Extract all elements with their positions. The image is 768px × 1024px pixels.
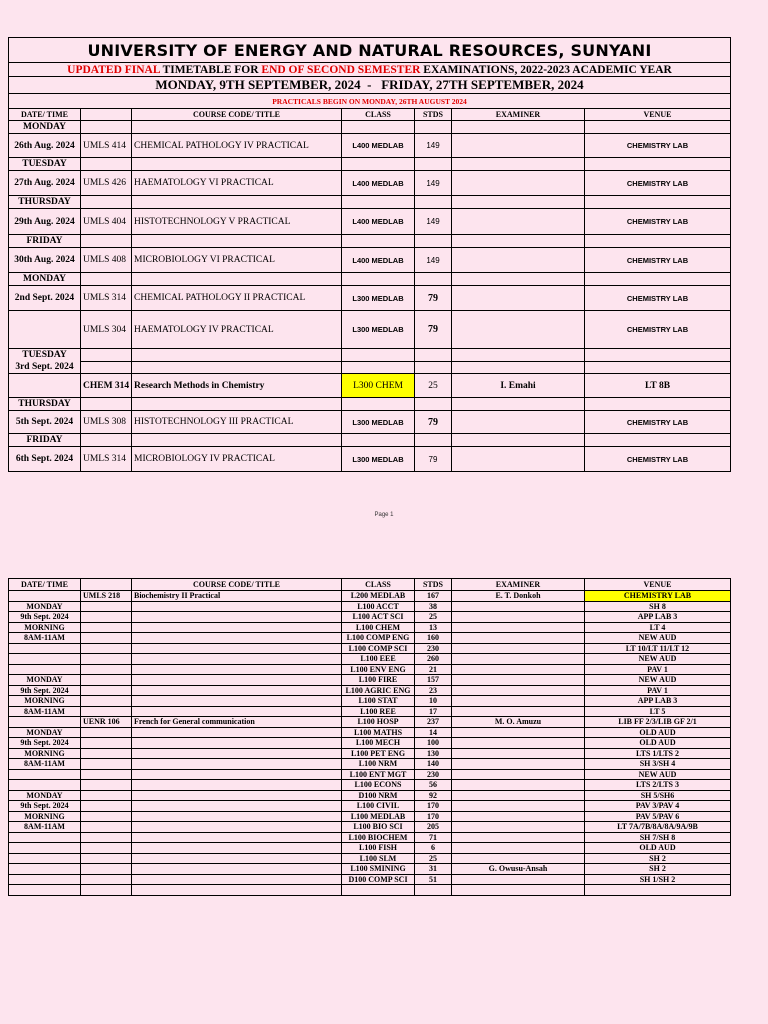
table-row: L100 ECONS 56 LTS 2/LTS 3 [9, 780, 731, 791]
table-row: 8AM-11AM L100 BIO SCI 205 LT 7A/7B/8A/8A/9A/9B [9, 822, 731, 833]
col-date-time: DATE/ TIME [9, 109, 81, 121]
university-title: UNIVERSITY OF ENERGY AND NATURAL RESOURCES, SUNYANI [9, 38, 731, 63]
table-row: MONDAY [9, 273, 731, 286]
table-row: UENR 106 French for General communication L100 HOSP 237 M. O. Amuzu LIB FF 2/3/LIB GF 2/1 [9, 717, 731, 728]
table-row: UMLS 304 HAEMATOLOGY IV PRACTICAL L300 MEDLAB 79 CHEMISTRY LAB [9, 311, 731, 349]
table-row: L100 BIOCHEM 71 SH 7/SH 8 [9, 832, 731, 843]
table-row: MORNING L100 STAT 10 APP LAB 3 [9, 696, 731, 707]
table-row: L100 COMP SCI 230 LT 10/LT 11/LT 12 [9, 643, 731, 654]
table-row: UMLS 218 Biochemistry II Practical L200 MEDLAB 167 E. T. Donkoh CHEMISTRY LAB [9, 591, 731, 602]
table-row: 26th Aug. 2024 UMLS 414 CHEMICAL PATHOLOGY IV PRACTICAL L400 MEDLAB 149 CHEMISTRY LAB [9, 134, 731, 158]
table-row: 8AM-11AM L100 NRM 140 SH 3/SH 4 [9, 759, 731, 770]
table-row: L100 EEE 260 NEW AUD [9, 654, 731, 665]
table-row: L100 FISH 6 OLD AUD [9, 843, 731, 854]
highlighted-class: L300 CHEM [342, 374, 415, 398]
col-venue: VENUE [585, 109, 731, 121]
col-venue: VENUE [585, 579, 731, 591]
table-row: D100 COMP SCI 51 SH 1/SH 2 [9, 874, 731, 885]
table-row: TUESDAY [9, 349, 731, 362]
table-row: 8AM-11AM L100 COMP ENG 160 NEW AUD [9, 633, 731, 644]
exam-date-range: MONDAY, 9TH SEPTEMBER, 2024 - FRIDAY, 27TH SEPTEMBER, 2024 [9, 77, 731, 94]
table-row: 9th Sept. 2024 L100 MECH 100 OLD AUD [9, 738, 731, 749]
table-row: 9th Sept. 2024 L100 AGRIC ENG 23 PAV 1 [9, 685, 731, 696]
practicals-timetable [8, 37, 730, 472]
col-stds: STDS [415, 109, 452, 121]
page-number: Page 1 [374, 512, 394, 518]
col-date-time: DATE/ TIME [9, 579, 81, 591]
table-row: L100 SMINING 31 G. Owusu-Ansah SH 2 [9, 864, 731, 875]
col-stds: STDS [415, 579, 452, 591]
column-header-row [9, 109, 731, 121]
table-row [9, 885, 731, 896]
table-row: 2nd Sept. 2024 UMLS 314 CHEMICAL PATHOLOGY II PRACTICAL L300 MEDLAB 79 CHEMISTRY LAB [9, 286, 731, 311]
table-row: 27th Aug. 2024 UMLS 426 HAEMATOLOGY VI PRACTICAL L400 MEDLAB 149 CHEMISTRY LAB [9, 171, 731, 196]
table-row: 6th Sept. 2024 UMLS 314 MICROBIOLOGY IV PRACTICAL L300 MEDLAB 79 CHEMISTRY LAB [9, 447, 731, 472]
table-row: 3rd Sept. 2024 [9, 362, 731, 374]
timetable-subtitle: UPDATED FINAL TIMETABLE FOR END OF SECOND SEMESTER EXAMINATIONS, 2022-2023 ACADEMIC YEAR [9, 63, 731, 77]
table-row: 30th Aug. 2024 UMLS 408 MICROBIOLOGY VI PRACTICAL L400 MEDLAB 149 CHEMISTRY LAB [9, 248, 731, 273]
table-row: FRIDAY [9, 235, 731, 248]
table-row: MORNING L100 CHEM 13 LT 4 [9, 622, 731, 633]
col-examiner: EXAMINER [452, 109, 585, 121]
practicals-note: PRACTICALS BEGIN ON MONDAY, 26TH AUGUST 2024 [9, 94, 731, 109]
col-examiner: EXAMINER [452, 579, 585, 591]
col-class: CLASS [342, 579, 415, 591]
table-row: THURSDAY [9, 196, 731, 209]
table-row: MORNING L100 PET ENG 130 LTS 1/LTS 2 [9, 748, 731, 759]
table-row: 9th Sept. 2024 L100 ACT SCI 25 APP LAB 3 [9, 612, 731, 623]
table-row: 5th Sept. 2024 UMLS 308 HISTOTECHNOLOGY III PRACTICAL L300 MEDLAB 79 CHEMISTRY LAB [9, 411, 731, 434]
table-row: CHEM 314 Research Methods in Chemistry L300 CHEM 25 I. Emahi LT 8B [9, 374, 731, 398]
table-row: MONDAY D100 NRM 92 SH 5/SH6 [9, 790, 731, 801]
table-row: 29th Aug. 2024 UMLS 404 HISTOTECHNOLOGY V PRACTICAL L400 MEDLAB 149 CHEMISTRY LAB [9, 209, 731, 235]
table-row: L100 SLM 25 SH 2 [9, 853, 731, 864]
table-row: MONDAY L100 ACCT 38 SH 8 [9, 601, 731, 612]
table-row: MONDAY L100 MATHS 14 OLD AUD [9, 727, 731, 738]
table-row: THURSDAY [9, 398, 731, 411]
table-row: TUESDAY [9, 158, 731, 171]
table-row: MONDAY [9, 121, 731, 134]
table-row: L100 ENV ENG 21 PAV 1 [9, 664, 731, 675]
col-course: COURSE CODE/ TITLE [132, 579, 342, 591]
table-row: L100 ENT MGT 230 NEW AUD [9, 769, 731, 780]
col-course: COURSE CODE/ TITLE [132, 109, 342, 121]
col-class: CLASS [342, 109, 415, 121]
table-row: FRIDAY [9, 434, 731, 447]
exams-timetable [8, 578, 730, 896]
table-row: 9th Sept. 2024 L100 CIVIL 170 PAV 3/PAV 4 [9, 801, 731, 812]
table-row: 8AM-11AM L100 REE 17 LT 5 [9, 706, 731, 717]
table-row: MONDAY L100 FIRE 157 NEW AUD [9, 675, 731, 686]
column-header-row [9, 579, 731, 591]
table-row: MORNING L100 MEDLAB 170 PAV 5/PAV 6 [9, 811, 731, 822]
